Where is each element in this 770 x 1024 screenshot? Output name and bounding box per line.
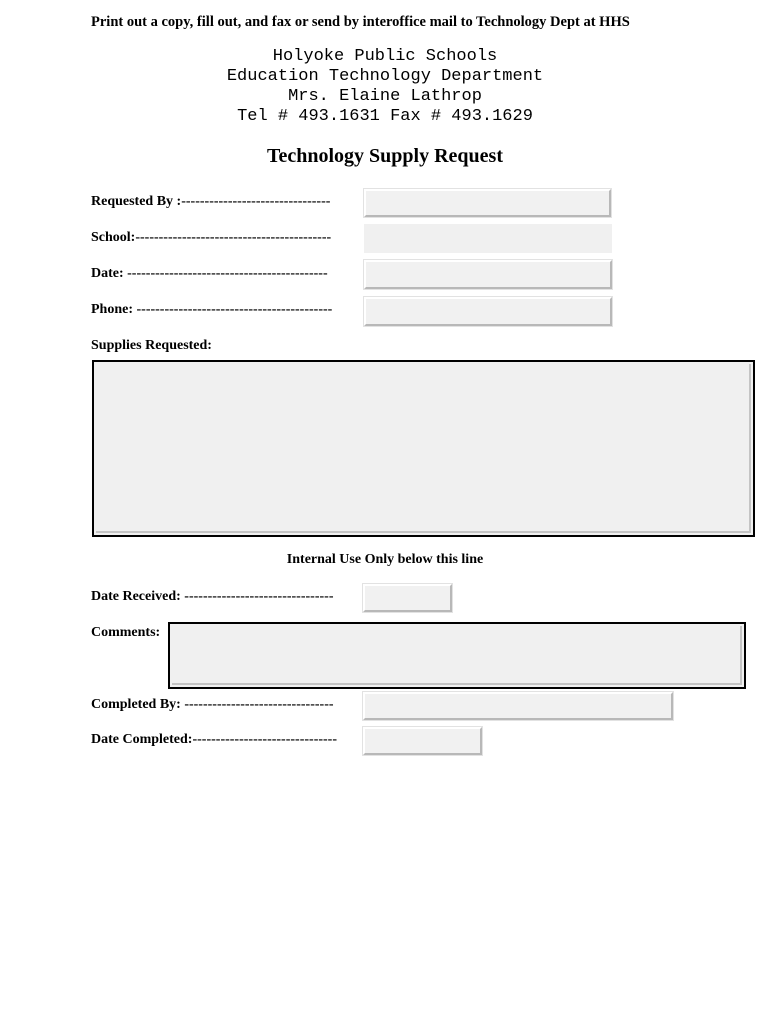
- school-input[interactable]: [364, 224, 612, 253]
- date-input[interactable]: [364, 260, 612, 289]
- phone-input[interactable]: [364, 297, 612, 326]
- comments-textarea[interactable]: [168, 622, 746, 689]
- requested-by-input[interactable]: [364, 189, 611, 217]
- instructions-text: Print out a copy, fill out, and fax or send by interoffice mail to Technology Dept at HHS: [91, 14, 630, 30]
- header-department: Education Technology Department: [226, 67, 544, 86]
- header-contact-name: Mrs. Elaine Lathrop: [288, 87, 482, 106]
- school-label: School:------------------------------------------: [91, 230, 332, 245]
- form-title: Technology Supply Request: [267, 145, 503, 167]
- date-received-label: Date Received: --------------------------------: [91, 589, 334, 604]
- completed-by-label: Completed By: --------------------------------: [91, 697, 334, 712]
- internal-use-divider-text: Internal Use Only below this line: [286, 552, 484, 567]
- date-received-input[interactable]: [363, 584, 452, 612]
- date-completed-label: Date Completed:-------------------------------: [91, 732, 337, 747]
- requested-by-label: Requested By :--------------------------------: [91, 194, 331, 209]
- header-school-name: Holyoke Public Schools: [272, 47, 498, 66]
- completed-by-input[interactable]: [363, 692, 673, 720]
- date-completed-input[interactable]: [363, 727, 482, 755]
- phone-label: Phone: ------------------------------------------: [91, 302, 333, 317]
- supplies-requested-textarea[interactable]: [92, 360, 755, 537]
- supplies-requested-label: Supplies Requested:: [91, 338, 212, 353]
- comments-label: Comments:: [91, 625, 161, 640]
- header-phone-fax: Tel # 493.1631 Fax # 493.1629: [237, 107, 533, 126]
- date-label: Date: -------------------------------------------: [91, 266, 328, 281]
